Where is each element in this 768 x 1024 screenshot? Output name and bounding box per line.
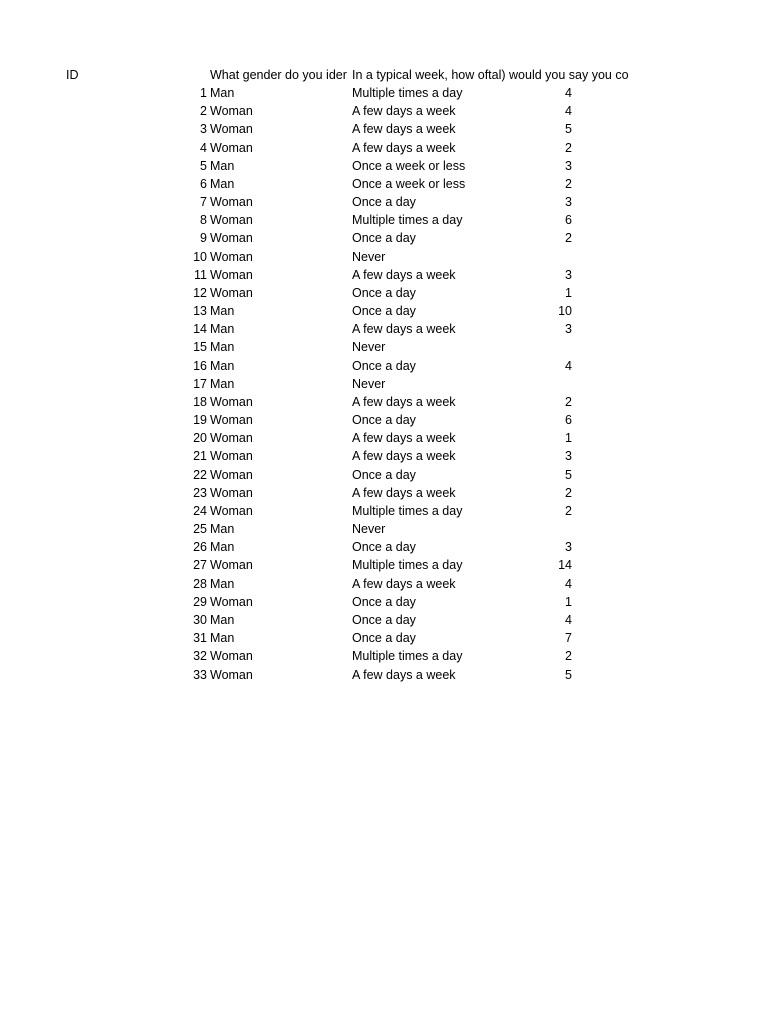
- cell-count: 6: [565, 413, 572, 428]
- cell-count: 5: [565, 122, 572, 137]
- cell-count: 2: [565, 176, 572, 191]
- cell-frequency: Once a day: [352, 467, 416, 482]
- table-row: [0, 193, 768, 211]
- cell-gender: Woman: [210, 667, 253, 682]
- table-row: [0, 338, 768, 356]
- cell-gender: Woman: [210, 413, 253, 428]
- cell-id: 17: [193, 376, 207, 391]
- cell-frequency: Multiple times a day: [352, 649, 463, 664]
- table-row: [0, 248, 768, 266]
- cell-gender: Woman: [210, 503, 253, 518]
- cell-id: 9: [200, 231, 207, 246]
- cell-count: 5: [565, 667, 572, 682]
- table-row: [0, 411, 768, 429]
- cell-frequency: Once a week or less: [352, 176, 466, 191]
- cell-count: 2: [565, 140, 572, 155]
- cell-id: 12: [193, 285, 207, 300]
- cell-id: 7: [200, 195, 207, 210]
- cell-gender: Man: [210, 340, 235, 355]
- cell-id: 29: [193, 594, 207, 609]
- cell-count: 10: [558, 304, 572, 319]
- cell-frequency: Multiple times a day: [352, 213, 463, 228]
- table-row: [0, 357, 768, 375]
- cell-gender: Man: [210, 304, 235, 319]
- cell-frequency: Once a day: [352, 413, 416, 428]
- cell-gender: Woman: [210, 594, 253, 609]
- cell-frequency: A few days a week: [352, 667, 456, 682]
- cell-count: 4: [565, 104, 572, 119]
- table-row: [0, 284, 768, 302]
- cell-gender: Woman: [210, 249, 253, 264]
- table-row: [0, 520, 768, 538]
- cell-frequency: Never: [352, 376, 386, 391]
- table-row: [0, 375, 768, 393]
- cell-frequency: Never: [352, 522, 386, 537]
- cell-frequency: Once a day: [352, 631, 416, 646]
- cell-count: 5: [565, 467, 572, 482]
- cell-count: 3: [565, 158, 572, 173]
- cell-gender: Woman: [210, 195, 253, 210]
- cell-count: 4: [565, 86, 572, 100]
- cell-gender: Man: [210, 612, 235, 627]
- cell-id: 16: [193, 358, 207, 373]
- table-row: [0, 647, 768, 665]
- table-row: [0, 302, 768, 320]
- cell-gender: Man: [210, 631, 235, 646]
- cell-frequency: Once a day: [352, 304, 416, 319]
- table-row: [0, 666, 768, 684]
- cell-count: 3: [565, 449, 572, 464]
- table-row: [0, 393, 768, 411]
- header-gender: What gender do you ider: [210, 68, 347, 82]
- cell-gender: Man: [210, 358, 235, 373]
- cell-frequency: Multiple times a day: [352, 86, 463, 100]
- cell-count: 3: [565, 540, 572, 555]
- cell-gender: Woman: [210, 467, 253, 482]
- cell-frequency: A few days a week: [352, 449, 456, 464]
- table-row: [0, 538, 768, 556]
- cell-id: 1: [200, 86, 207, 100]
- cell-count: 7: [565, 631, 572, 646]
- cell-frequency: A few days a week: [352, 394, 456, 409]
- table-row: [0, 229, 768, 247]
- table-row: [0, 120, 768, 138]
- table-row: [0, 320, 768, 338]
- cell-gender: Man: [210, 322, 235, 337]
- cell-id: 19: [193, 413, 207, 428]
- cell-count: 3: [565, 195, 572, 210]
- cell-id: 10: [193, 249, 207, 264]
- table-row: [0, 593, 768, 611]
- cell-id: 4: [200, 140, 207, 155]
- cell-count: 4: [565, 576, 572, 591]
- table-row: [0, 139, 768, 157]
- cell-count: 6: [565, 213, 572, 228]
- cell-id: 21: [193, 449, 207, 464]
- cell-frequency: Multiple times a day: [352, 503, 463, 518]
- cell-gender: Man: [210, 86, 235, 100]
- table-row: [0, 502, 768, 520]
- table-row: [0, 266, 768, 284]
- cell-gender: Woman: [210, 231, 253, 246]
- cell-gender: Woman: [210, 558, 253, 573]
- cell-gender: Woman: [210, 104, 253, 119]
- cell-id: 8: [200, 213, 207, 228]
- cell-gender: Woman: [210, 213, 253, 228]
- cell-count: 1: [565, 594, 572, 609]
- data-rows: [0, 84, 768, 684]
- cell-frequency: Once a day: [352, 231, 416, 246]
- cell-gender: Woman: [210, 449, 253, 464]
- table-row: [0, 102, 768, 120]
- cell-frequency: A few days a week: [352, 104, 456, 119]
- cell-count: 4: [565, 612, 572, 627]
- cell-frequency: Never: [352, 340, 386, 355]
- cell-id: 23: [193, 485, 207, 500]
- cell-gender: Woman: [210, 285, 253, 300]
- cell-id: 2: [200, 104, 207, 119]
- header-frequency: In a typical week, how oftal) would you say you co: [352, 68, 629, 82]
- cell-gender: Man: [210, 576, 235, 591]
- cell-count: 2: [565, 503, 572, 518]
- table-row: [0, 175, 768, 193]
- cell-gender: Woman: [210, 431, 253, 446]
- table-row: [0, 629, 768, 647]
- table-row: [0, 447, 768, 465]
- cell-id: 24: [193, 503, 207, 518]
- cell-id: 5: [200, 158, 207, 173]
- cell-gender: Man: [210, 158, 235, 173]
- cell-id: 18: [193, 394, 207, 409]
- cell-count: 3: [565, 267, 572, 282]
- cell-frequency: A few days a week: [352, 322, 456, 337]
- cell-gender: Man: [210, 540, 235, 555]
- cell-id: 25: [193, 522, 207, 537]
- cell-id: 13: [193, 304, 207, 319]
- cell-gender: Man: [210, 376, 235, 391]
- cell-id: 20: [193, 431, 207, 446]
- cell-count: 1: [565, 431, 572, 446]
- cell-frequency: Once a week or less: [352, 158, 466, 173]
- cell-id: 28: [193, 576, 207, 591]
- cell-id: 26: [193, 540, 207, 555]
- cell-frequency: Once a day: [352, 358, 416, 373]
- table-row: [0, 429, 768, 447]
- table-row: [0, 157, 768, 175]
- cell-id: 27: [193, 558, 207, 573]
- cell-frequency: Never: [352, 249, 386, 264]
- cell-count: 4: [565, 358, 572, 373]
- cell-id: 14: [193, 322, 207, 337]
- cell-frequency: A few days a week: [352, 140, 456, 155]
- cell-count: 2: [565, 394, 572, 409]
- cell-id: 30: [193, 612, 207, 627]
- cell-frequency: A few days a week: [352, 576, 456, 591]
- table-row: [0, 575, 768, 593]
- cell-gender: Man: [210, 176, 235, 191]
- cell-gender: Woman: [210, 485, 253, 500]
- cell-frequency: Once a day: [352, 540, 416, 555]
- cell-count: 2: [565, 231, 572, 246]
- cell-count: 2: [565, 485, 572, 500]
- cell-id: 3: [200, 122, 207, 137]
- cell-frequency: A few days a week: [352, 485, 456, 500]
- cell-id: 32: [193, 649, 207, 664]
- cell-count: 1: [565, 285, 572, 300]
- cell-gender: Man: [210, 522, 235, 537]
- cell-count: 3: [565, 322, 572, 337]
- cell-gender: Woman: [210, 649, 253, 664]
- cell-gender: Woman: [210, 140, 253, 155]
- table-row: [0, 466, 768, 484]
- cell-id: 11: [194, 267, 207, 282]
- cell-frequency: Once a day: [352, 594, 416, 609]
- cell-count: 14: [558, 558, 572, 573]
- cell-id: 31: [193, 631, 207, 646]
- cell-count: 2: [565, 649, 572, 664]
- cell-frequency: A few days a week: [352, 431, 456, 446]
- cell-frequency: Once a day: [352, 612, 416, 627]
- table-row: [0, 84, 768, 102]
- cell-id: 22: [193, 467, 207, 482]
- header-id: ID: [66, 68, 79, 82]
- cell-frequency: A few days a week: [352, 267, 456, 282]
- cell-gender: Woman: [210, 267, 253, 282]
- cell-gender: Woman: [210, 122, 253, 137]
- table-row: [0, 211, 768, 229]
- cell-frequency: Once a day: [352, 195, 416, 210]
- cell-id: 15: [193, 340, 207, 355]
- cell-frequency: Once a day: [352, 285, 416, 300]
- table-row: [0, 484, 768, 502]
- cell-id: 33: [193, 667, 207, 682]
- cell-frequency: Multiple times a day: [352, 558, 463, 573]
- cell-id: 6: [200, 176, 207, 191]
- table-row: [0, 556, 768, 574]
- cell-gender: Woman: [210, 394, 253, 409]
- table-row: [0, 611, 768, 629]
- cell-frequency: A few days a week: [352, 122, 456, 137]
